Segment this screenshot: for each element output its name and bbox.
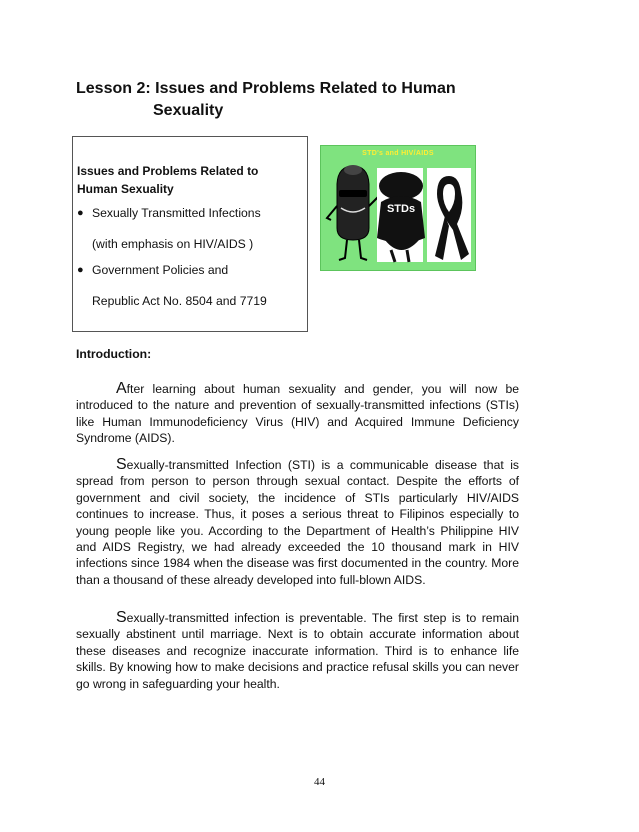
stds-label: STDs xyxy=(386,203,416,215)
stds-character-icon xyxy=(377,168,425,262)
topic-line2: (with emphasis on HIV/AIDS ) xyxy=(92,237,254,251)
topic-item xyxy=(77,262,305,309)
paragraph-text: fter learning about human sexuality and gender, you will now be introduced to the nature and prevention of sexually-transmitted infections (STIs) like Human Immunodeficiency Virus (HIV) and Acquired Immune Deficiency Syndrome (AIDS). xyxy=(76,382,519,446)
stds-illustration xyxy=(320,145,476,271)
drop-cap: S xyxy=(116,456,127,473)
topic-item xyxy=(77,205,305,252)
lesson-title-line1: Lesson 2: Issues and Problems Related to Human xyxy=(76,80,456,97)
stds-illustration-art xyxy=(321,146,477,272)
topics-list xyxy=(77,205,305,309)
illustration-caption: STD's and HIV/AIDS xyxy=(362,150,434,157)
topics-box xyxy=(72,136,308,332)
page-number: 44 xyxy=(314,776,325,788)
sti-paragraph xyxy=(76,457,519,588)
bullet-icon: ● xyxy=(77,207,84,219)
aids-ribbon-icon xyxy=(427,168,471,262)
paragraph-text: exually-transmitted Infection (STI) is a communicable disease that is spread from person to person through sexual contact. Despite the efforts of government and civil society, the incidence of STIs particularly HIV/AIDS continues to increase. Thus, it poses a serious threat to Filipinos especially to young people like you. According to the Department of Health’s Philippine HIV and AIDS Registry, we had already exceeded the 10 thousand mark in HIV infections since 1984 when the disease was first documented in the country. More than a thousand of these already developed into full-blown AIDS. xyxy=(76,458,519,587)
lesson-title xyxy=(76,78,536,122)
bullet-icon: ● xyxy=(77,264,84,276)
condom-mascot-icon xyxy=(327,165,379,260)
topic-line1: Sexually Transmitted Infections xyxy=(92,206,261,220)
drop-cap: A xyxy=(116,380,127,397)
prevention-paragraph xyxy=(76,610,519,692)
intro-paragraph xyxy=(76,381,519,447)
lesson-title-line2: Sexuality xyxy=(153,102,224,119)
drop-cap: S xyxy=(116,609,127,626)
introduction-heading: Introduction: xyxy=(76,347,152,361)
topic-line1: Government Policies and xyxy=(92,263,229,277)
topic-line2: Republic Act No. 8504 and 7719 xyxy=(92,294,267,308)
paragraph-text: exually-transmitted infection is preventable. The first step is to remain sexually abstinent until marriage. Next is to obtain accurate information about these diseases and recognize inaccurate information. Third is to enhance life skills. By knowing how to make decisions and practice refusal skills you can never go wrong in safeguarding your health. xyxy=(76,611,519,691)
topics-heading: Issues and Problems Related to Human Sexuality xyxy=(77,164,259,196)
